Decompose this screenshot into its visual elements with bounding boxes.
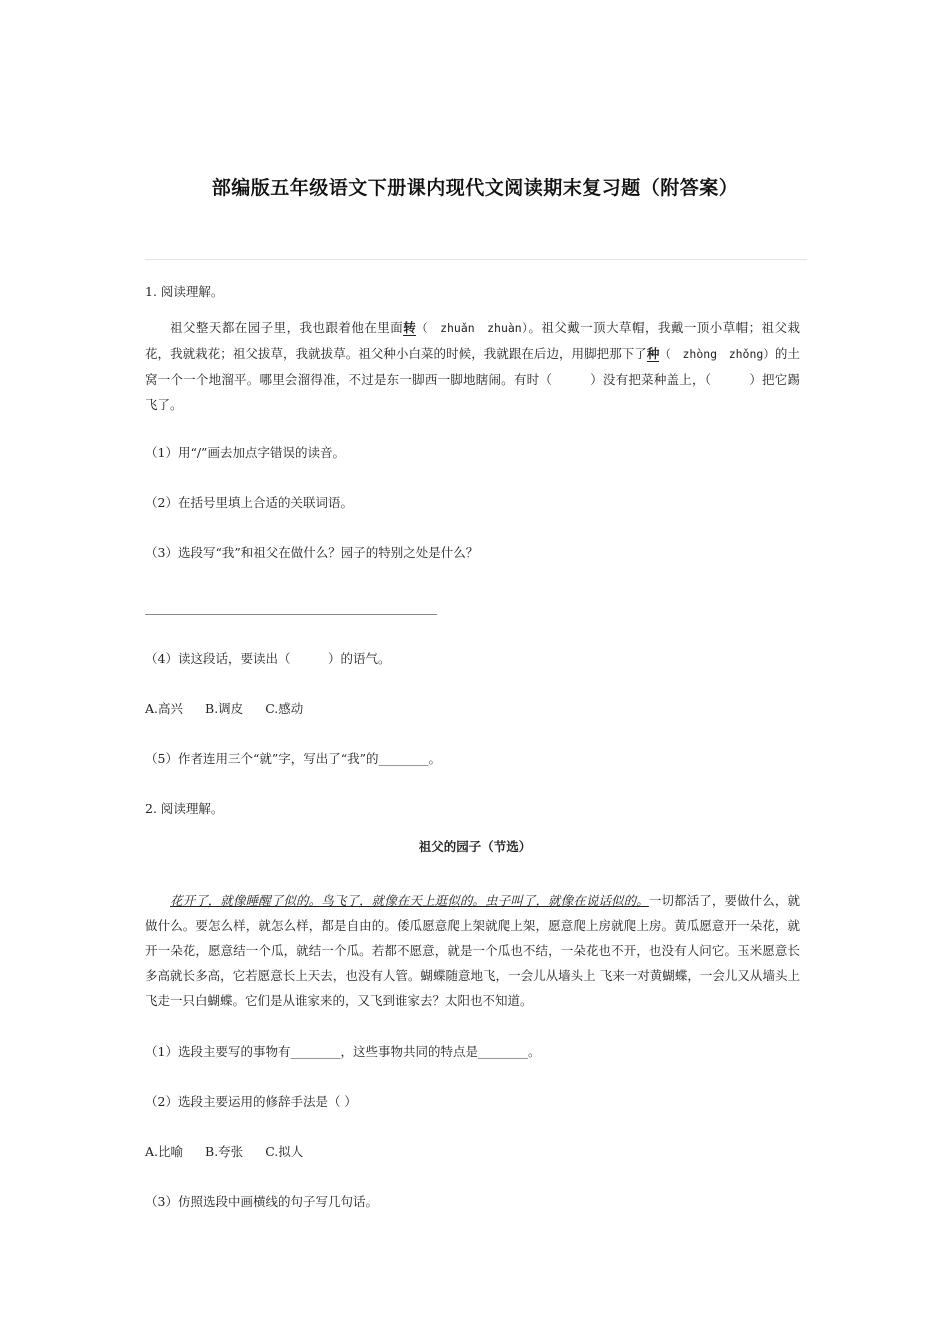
q1-options-4 xyxy=(145,700,325,718)
q2-underlined-sentence: 花开了，就像睡醒了似的。鸟飞了，就像在天上逛似的。虫子叫了，就像在说话似的。 xyxy=(170,893,649,908)
q1-sub-5: （5）作者连用三个“就”字，写出了“我”的________。 xyxy=(145,751,442,766)
q1-heading: 1. 阅读理解。 xyxy=(145,284,224,299)
q2-passage-rest: 一切都活了，要做什么，就做什么。要怎么样，就怎么样，都是自由的。倭瓜愿意爬上架就爬上架，愿意爬上房就爬上房。黄瓜愿意开一朵花，就开一朵花，愿意结一个瓜，就结一个瓜。若都不愿意，就是一个瓜也不结，一朵花也不开，也没有人问它。玉米愿意长多高就长多高，它若愿意长上天去，也没有人管。蝴蝶随意地飞，一会儿从墙头上 飞来一对黄蝴蝶，一会儿又从墙头上飞走一只白蝴蝶。它们是从谁家来的，又飞到谁家去？太阳也不知道。 xyxy=(145,893,800,1008)
q2-sub-1: （1）选段主要写的事物有________，这些事物共同的特点是________。 xyxy=(145,1044,541,1059)
page-title: 部编版五年级语文下册课内现代文阅读期末复习题（附答案） xyxy=(211,177,739,199)
q1-answer-line xyxy=(145,614,437,615)
q2-heading: 2. 阅读理解。 xyxy=(145,801,224,816)
q2-options-2 xyxy=(145,1143,325,1161)
q1-passage-part-a: 祖父整天都在园子里，我也跟着他在里面 xyxy=(170,320,404,335)
q1-passage xyxy=(145,315,800,417)
q1-passage-part-b: 。祖父戴一顶大草帽，我戴一顶小草帽；祖父栽花，我就栽花；祖父拔草，我就拔草。祖父种小白菜的时候，我就跟在后边，用脚把那下了 xyxy=(145,320,800,361)
q1-pinyin-1: （ zhuǎn zhuàn） xyxy=(416,321,529,335)
q2-passage xyxy=(145,888,800,1013)
q1-dotted-char-2: 种 xyxy=(646,346,660,361)
q2-sub-2: （2）选段主要运用的修辞手法是（ ） xyxy=(145,1094,357,1109)
q2-option-c: C.拟人 xyxy=(265,1144,304,1159)
q2-sub-3: （3）仿照选段中画横线的句子写几句话。 xyxy=(145,1194,378,1209)
q1-passage-part-c: 的土窝一个一个地溜平。哪里会溜得准，不过是东一脚西一脚地瞎闹。有时（ ）没有把菜种盖上，（ ）把它踢飞了。 xyxy=(145,346,800,412)
q1-option-b: B.调皮 xyxy=(205,701,244,716)
q1-dotted-char-1: 转 xyxy=(403,320,417,335)
q1-sub-3: （3）选段写“我”和祖父在做什么？园子的特别之处是什么？ xyxy=(145,545,479,560)
q2-option-a: A.比喻 xyxy=(145,1144,184,1159)
q2-passage-title: 祖父的园子（节选） xyxy=(418,839,532,854)
q1-pinyin-2: （ zhòng zhǒng） xyxy=(659,347,775,361)
q1-sub-2: （2）在括号里填上合适的关联词语。 xyxy=(145,495,353,510)
title-divider xyxy=(145,259,807,260)
q1-option-a: A.高兴 xyxy=(145,701,184,716)
q1-sub-1: （1）用“/”画去加点字错误的读音。 xyxy=(145,445,345,460)
q1-sub-4: （4）读这段话，要读出（ ）的语气。 xyxy=(145,651,391,666)
q1-option-c: C.感动 xyxy=(265,701,304,716)
q2-option-b: B.夸张 xyxy=(205,1144,244,1159)
